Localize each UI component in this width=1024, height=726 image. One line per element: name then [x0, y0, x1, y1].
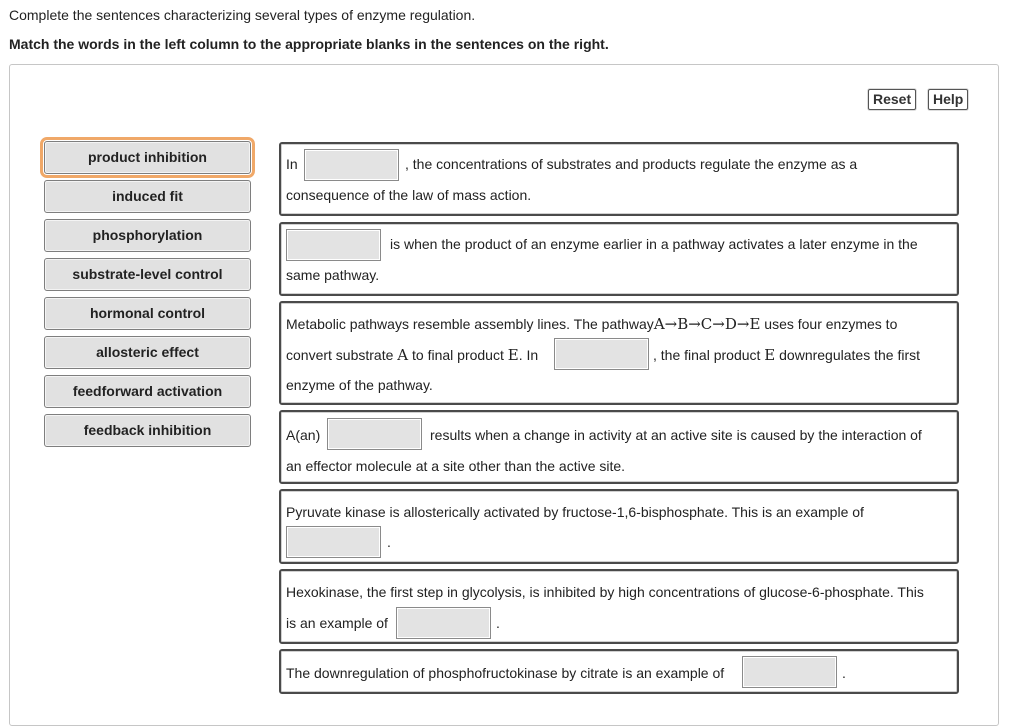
- sentence-part: to final product: [408, 347, 508, 363]
- sentence-text: [653, 346, 920, 364]
- term-phosphorylation[interactable]: phosphorylation: [44, 219, 251, 252]
- answer-blank-6[interactable]: [396, 607, 491, 639]
- sentence-text: is when the product of an enzyme earlier in a pathway activates a later enzyme in the: [390, 236, 918, 252]
- term-hormonal-control[interactable]: hormonal control: [44, 297, 251, 330]
- sentence-text: The downregulation of phosphofructokinase by citrate is an example of: [286, 665, 725, 681]
- answer-blank-3[interactable]: [554, 338, 649, 370]
- sentence-text: A(an): [286, 427, 321, 443]
- instruction-text: Complete the sentences characterizing several types of enzyme regulation.: [9, 7, 476, 23]
- sentence-4: [279, 410, 959, 484]
- sentence-text: .: [496, 615, 500, 631]
- sentence-2: [279, 222, 959, 296]
- answer-blank-4[interactable]: [327, 418, 422, 450]
- sentence-3: [279, 301, 959, 405]
- sentence-part: Metabolic pathways resemble assembly lines. The pathway: [286, 316, 654, 332]
- product-symbol: E: [764, 346, 776, 364]
- sentence-text: [286, 315, 897, 333]
- sentence-text: [286, 346, 538, 364]
- sentence-5: [279, 489, 959, 564]
- pathway-formula: A→B→C→D→E: [653, 315, 761, 333]
- term-induced-fit[interactable]: induced fit: [44, 180, 251, 213]
- sentence-6: [279, 569, 959, 644]
- sentence-text: .: [842, 665, 846, 681]
- sentence-text: results when a change in activity at an active site is caused by the interaction of: [430, 427, 922, 443]
- substrate-symbol: A: [397, 346, 409, 364]
- sentence-1: [279, 142, 959, 216]
- help-button[interactable]: Help: [928, 89, 968, 110]
- sentence-part: . In: [518, 347, 539, 363]
- sentence-part: convert substrate: [286, 347, 398, 363]
- answer-blank-1[interactable]: [304, 149, 399, 181]
- term-feedback-inhibition[interactable]: feedback inhibition: [44, 414, 251, 447]
- sentence-7: [279, 649, 959, 694]
- sentence-text: , the concentrations of substrates and products regulate the enzyme as a: [405, 156, 858, 172]
- reset-button[interactable]: Reset: [868, 89, 916, 110]
- answer-blank-7[interactable]: [742, 656, 837, 688]
- answer-blank-2[interactable]: [286, 229, 381, 261]
- sentence-text: same pathway.: [286, 267, 380, 283]
- sentence-text: Hexokinase, the first step in glycolysis, is inhibited by high concentrations of glucose-6-phosphate. This: [286, 584, 924, 600]
- sentence-text: consequence of the law of mass action.: [286, 187, 532, 203]
- product-symbol: E: [507, 346, 519, 364]
- sentence-text: an effector molecule at a site other than the active site.: [286, 458, 626, 474]
- term-allosteric-effect[interactable]: allosteric effect: [44, 336, 251, 369]
- term-product-inhibition[interactable]: product inhibition: [44, 141, 251, 174]
- sentence-text: enzyme of the pathway.: [286, 377, 433, 393]
- sentence-part: downregulates the first: [775, 347, 920, 363]
- term-substrate-level-control[interactable]: substrate-level control: [44, 258, 251, 291]
- sentence-text: In: [286, 156, 298, 172]
- sentence-text: Pyruvate kinase is allosterically activated by fructose-1,6-bisphosphate. This is an example of: [286, 504, 864, 520]
- term-feedforward-activation[interactable]: feedforward activation: [44, 375, 251, 408]
- sentence-part: uses four enzymes to: [760, 316, 898, 332]
- instruction-bold: Match the words in the left column to the appropriate blanks in the sentences on the right.: [9, 36, 609, 52]
- sentence-text: is an example of: [286, 615, 388, 631]
- sentence-text: .: [387, 534, 391, 550]
- sentence-part: , the final product: [653, 347, 765, 363]
- answer-blank-5[interactable]: [286, 526, 381, 558]
